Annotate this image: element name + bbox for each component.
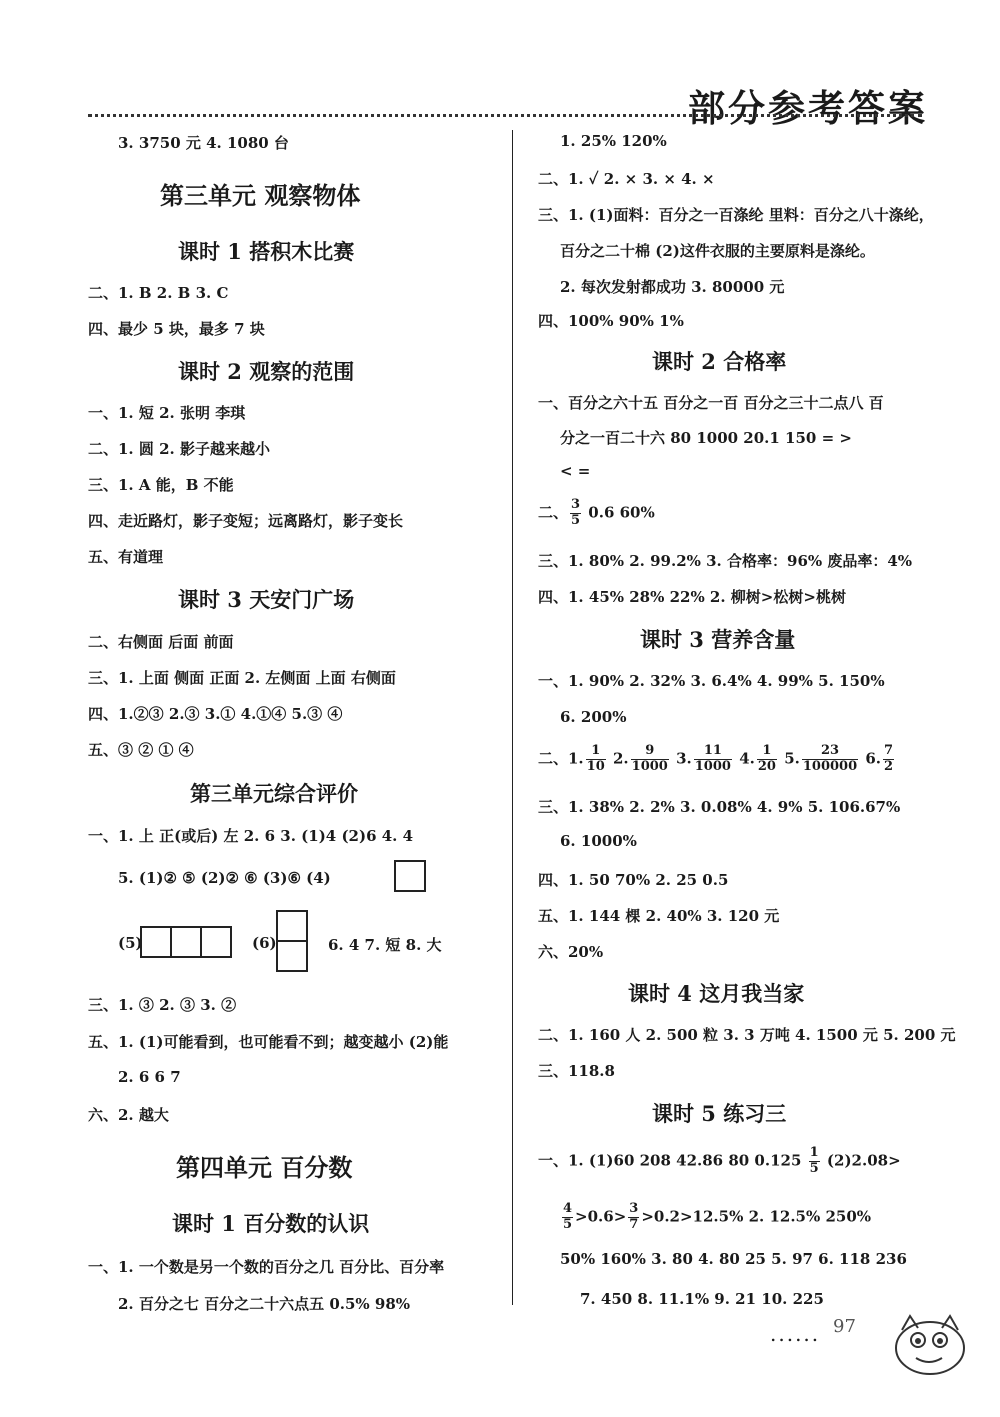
answer-text: 0.6 60% xyxy=(588,503,655,522)
answer-line: 6. 1000% xyxy=(560,832,637,850)
section-title: 第三单元综合评价 xyxy=(190,781,358,806)
answer-line: 三、1. (1)面料：百分之一百涤纶 里料：百分之八十涤纶， xyxy=(538,206,934,224)
answer-line: 三、1. 上面 侧面 正面 2. 左侧面 上面 右侧面 xyxy=(88,669,396,687)
fraction: $\frac{1}{20}$ xyxy=(757,743,776,774)
answer-line: 五、有道理 xyxy=(88,548,164,566)
answer-line: 五、③ ② ① ④ xyxy=(88,741,194,759)
answer-line: < = xyxy=(560,462,591,480)
unit-title: 第三单元 观察物体 xyxy=(160,181,361,210)
answer-line: 2. 每次发射都成功 3. 80000 元 xyxy=(560,278,785,296)
answer-line xyxy=(538,498,655,529)
square-figure xyxy=(140,926,172,958)
fraction: $\frac{4}{5}$ xyxy=(563,1201,573,1232)
footer-dots: ...... xyxy=(770,1322,821,1346)
fraction: $\frac{11}{1000}$ xyxy=(694,743,731,774)
header-dotted-rule xyxy=(88,114,922,117)
answer-label: (6) xyxy=(252,934,277,952)
answer-line: 一、1. 上 正(或后) 左 2. 6 3. (1)4 (2)6 4. 4 xyxy=(88,827,414,845)
square-figure xyxy=(170,926,202,958)
lesson-title: 课时 5 练习三 xyxy=(652,1101,787,1126)
answer-line: 二、右侧面 后面 前面 xyxy=(88,633,234,651)
lesson-title: 课时 2 观察的范围 xyxy=(178,359,355,384)
answer-line: 百分之二十棉 (2)这件衣服的主要原料是涤纶。 xyxy=(560,242,875,260)
fraction: $\frac{7}{2}$ xyxy=(884,743,894,774)
answer-line: 四、1.②③ 2.③ 3.① 4.①④ 5.③ ④ xyxy=(88,705,343,723)
answer-line: 三、1. A 能，B 不能 xyxy=(88,476,234,494)
page-number: 97 xyxy=(833,1316,856,1337)
square-figure xyxy=(276,940,308,972)
answer-line: 3. 3750 元 4. 1080 台 xyxy=(118,134,289,152)
fraction: $\frac{9}{1000}$ xyxy=(631,743,668,774)
answer-line: 二、1. 160 人 2. 500 粒 3. 3 万吨 4. 1500 元 5. 200 元 xyxy=(538,1026,956,1044)
mascot-icon xyxy=(880,1300,980,1380)
answer-line: 分之一百二十六 80 1000 20.1 150 = > xyxy=(560,429,852,447)
answer-line: 二、1. B 2. B 3. C xyxy=(88,284,229,302)
answer-line: 三、1. 38% 2. 2% 3. 0.08% 4. 9% 5. 106.67% xyxy=(538,798,901,816)
answer-line: 五、1. 144 棵 2. 40% 3. 120 元 xyxy=(538,907,780,925)
answer-line: 1. 25% 120% xyxy=(560,132,667,150)
answer-line: 6. 4 7. 短 8. 大 xyxy=(328,936,442,954)
fraction: $\frac{1}{10}$ xyxy=(586,743,605,774)
answer-line: 一、1. (1)60 208 42.86 80 0.125 $\frac{1}{5}$ (2)2.08> xyxy=(538,1145,901,1176)
fraction: $\frac{3}{7}$ xyxy=(629,1201,639,1232)
lesson-title: 课时 4 这月我当家 xyxy=(628,981,805,1006)
column-divider xyxy=(512,130,513,1305)
lesson-title: 课时 2 合格率 xyxy=(652,349,787,374)
answer-line: 二、1. $\frac{1}{10}$ 2. $\frac{9}{1000}$ 3. $\frac{11}{1000}$ 4. $\frac{1}{20}$ 5. $\frac{23}{100000}$ 6. $\frac{7}{2}$ xyxy=(538,743,894,774)
answer-line: 四、1. 45% 28% 22% 2. 柳树>松树>桃树 xyxy=(538,588,846,606)
answer-line: 三、1. 80% 2. 99.2% 3. 合格率：96% 废品率：4% xyxy=(538,552,913,570)
answer-line: 50% 160% 3. 80 4. 80 25 5. 97 6. 118 236 xyxy=(560,1250,907,1268)
answer-line: 6. 200% xyxy=(560,708,627,726)
answer-line: 三、118.8 xyxy=(538,1062,615,1080)
lesson-title: 课时 1 搭积木比赛 xyxy=(178,239,355,264)
answer-line: 一、1. 90% 2. 32% 3. 6.4% 4. 99% 5. 150% xyxy=(538,672,885,690)
answer-line: $\frac{4}{5}$ >0.6> $\frac{3}{7}$ >0.2>12.5% 2. 12.5% 250% xyxy=(563,1201,872,1232)
answer-line: 一、1. 一个数是另一个数的百分之几 百分比、百分率 xyxy=(88,1258,445,1276)
answer-line: 7. 450 8. 11.1% 9. 21 10. 225 xyxy=(580,1290,824,1308)
square-figure xyxy=(394,860,426,892)
square-figure xyxy=(276,910,308,942)
answer-prefix: 二、 xyxy=(538,503,569,522)
square-figure xyxy=(200,926,232,958)
page-header-title: 部分参考答案 xyxy=(688,86,928,130)
answer-line: 二、1. 圆 2. 影子越来越小 xyxy=(88,440,270,458)
fraction: $\frac{3}{5}$ xyxy=(571,497,581,528)
lesson-title: 课时 1 百分数的认识 xyxy=(172,1211,370,1236)
answer-line: 2. 百分之七 百分之二十六点五 0.5% 98% xyxy=(118,1295,411,1313)
answer-line: 四、100% 90% 1% xyxy=(538,312,684,330)
answer-line: 五、1. (1)可能看到，也可能看不到；越变越小 (2)能 xyxy=(88,1033,449,1051)
answer-line: 四、1. 50 70% 2. 25 0.5 xyxy=(538,871,729,889)
unit-title: 第四单元 百分数 xyxy=(176,1153,353,1182)
fraction: $\frac{1}{5}$ xyxy=(809,1145,819,1176)
answer-line: 一、1. 短 2. 张明 李琪 xyxy=(88,404,246,422)
lesson-title: 课时 3 天安门广场 xyxy=(178,587,355,612)
answer-line: 5. (1)② ⑤ (2)② ⑥ (3)⑥ (4) xyxy=(118,869,331,887)
answer-line: 二、1. ✓ 2. × 3. × 4. × xyxy=(538,170,715,188)
answer-line: 三、1. ③ 2. ③ 3. ② xyxy=(88,996,237,1014)
answer-line: 2. 6 6 7 xyxy=(118,1068,181,1086)
answer-line: 四、最少 5 块，最多 7 块 xyxy=(88,320,265,338)
answer-line: 四、走近路灯，影子变短；远离路灯，影子变长 xyxy=(88,512,404,530)
fraction: $\frac{23}{100000}$ xyxy=(802,743,858,774)
answer-line: 一、百分之六十五 百分之一百 百分之三十二点八 百 xyxy=(538,394,884,412)
lesson-title: 课时 3 营养含量 xyxy=(640,627,796,652)
answer-line: 六、2. 越大 xyxy=(88,1106,169,1124)
answer-line: 六、20% xyxy=(538,943,604,961)
answer-label: (5) xyxy=(118,934,143,952)
